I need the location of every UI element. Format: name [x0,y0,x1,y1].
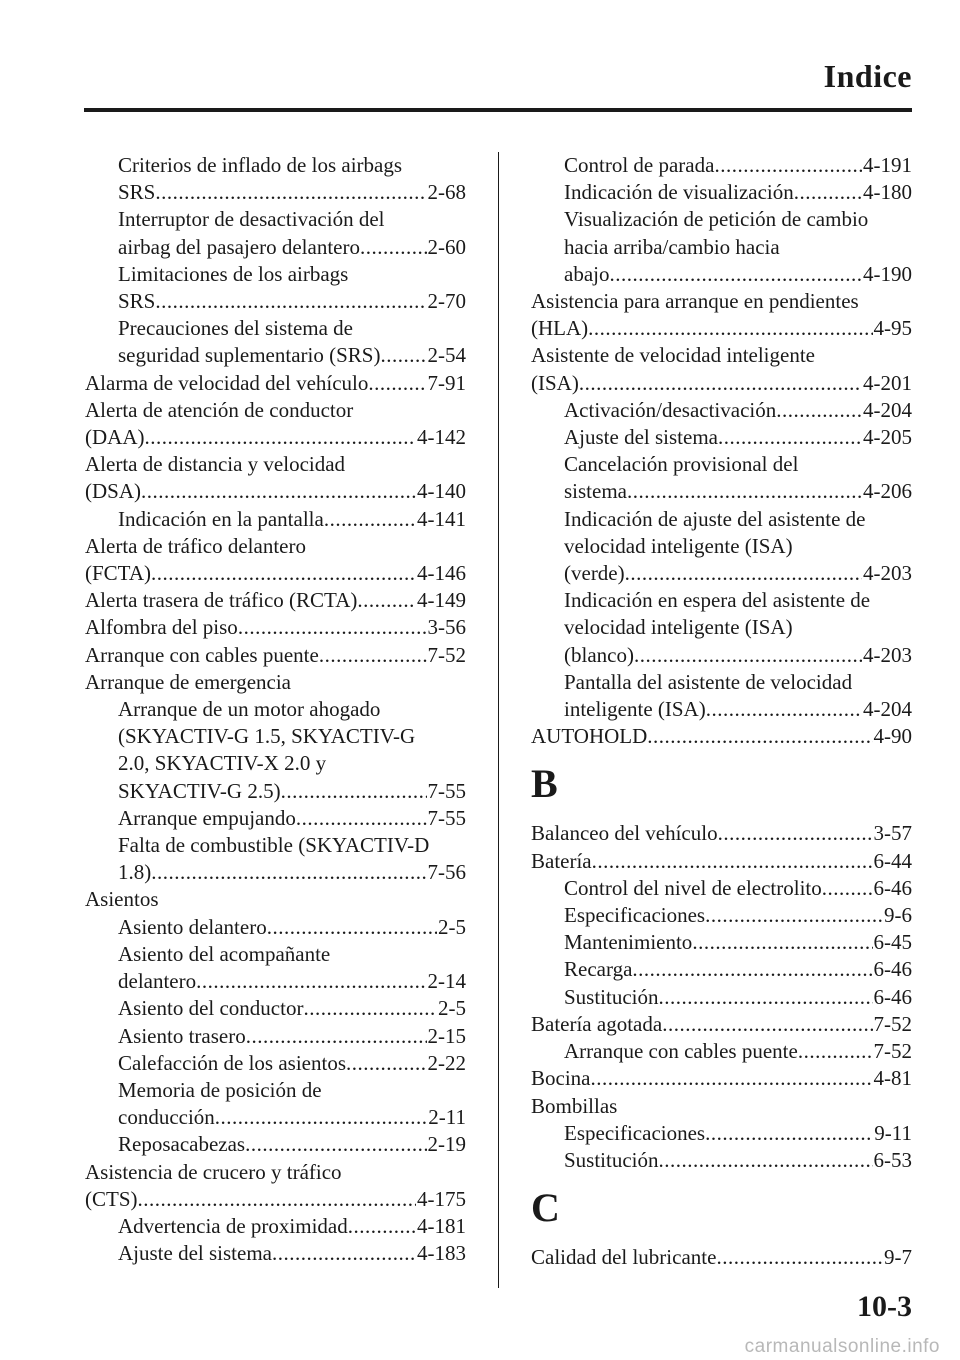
index-entry [531,152,912,179]
entry-line: Asistente de velocidad inteligente [531,343,815,368]
page-reference: 3-57 [873,821,912,846]
page-number: 10-3 [857,1290,912,1323]
index-entry [85,587,466,614]
dot-leader [380,342,426,369]
entry-leader-line [564,1147,912,1174]
dot-leader [588,315,872,342]
dot-leader [368,370,426,397]
entry-text: Reposacabezas [118,1132,246,1157]
page-reference: 9-7 [884,1245,912,1270]
page-reference: 4-142 [417,425,466,450]
entry-line: Bombillas [531,1093,618,1118]
entry-line: Visualización de petición de cambio [564,207,869,232]
entry-leader-line [531,723,912,750]
entry-text: Batería agotada [531,1011,663,1036]
entry-line: Indicación de ajuste del asistente de [564,506,866,531]
entry-leader-line [85,424,466,451]
dot-leader [281,778,427,805]
index-entry [85,614,466,641]
page-reference: 2-68 [427,180,466,205]
section-letter: B [531,761,558,807]
dot-leader [609,261,862,288]
entry-text: (DSA) [85,479,141,504]
entry-leader-line [531,848,912,875]
index-entry [85,206,466,260]
entry-leader-line [118,1104,466,1131]
entry-line: Asistencia de crucero y tráfico [85,1159,342,1184]
dot-leader [196,968,426,995]
entry-text: Control del nivel de electrolito [564,875,822,900]
index-entry [531,506,912,588]
entry-leader-line [118,179,466,206]
entry-line: Interruptor de desactivación del [118,207,385,232]
index-entry [531,288,912,342]
entry-text: Recarga [564,957,633,982]
index-entry [531,1120,912,1147]
index-entry [531,848,912,875]
index-entry [85,261,466,315]
page-reference: 7-52 [873,1011,912,1036]
entry-text: Alfombra del piso [85,615,238,640]
entry-line: Memoria de posición de [118,1077,322,1102]
page-reference: 6-45 [873,930,912,955]
column-divider [498,152,499,1288]
page-reference: 4-180 [863,180,912,205]
entry-text: Ajuste del sistema [564,425,718,450]
entry-text: Sustitución [564,984,659,1009]
entry-line: Arranque de un motor ahogado [118,697,381,722]
entry-leader-line [85,587,466,614]
page-reference: 4-204 [863,397,912,422]
dot-leader [627,478,862,505]
entry-line: (SKYACTIV-G 1.5, SKYACTIV-G [118,724,416,749]
index-entry [85,669,466,696]
dot-leader [245,1131,426,1158]
page-reference: 6-53 [873,1147,912,1172]
entry-text: (verde) [564,561,625,586]
entry-leader-line [564,956,912,983]
dot-leader [776,397,862,424]
page-reference: 4-206 [863,479,912,504]
dot-leader [138,1186,417,1213]
index-entry [531,397,912,424]
page-reference: 7-52 [427,642,466,667]
entry-text: Sustitución [564,1147,659,1172]
index-entry [85,1023,466,1050]
index-entry [531,1065,912,1092]
index-entry [531,179,912,206]
page-reference: 9-11 [874,1120,912,1145]
entry-line: Criterios de inflado de los airbags [118,153,403,177]
page-reference: 4-95 [873,316,912,341]
dot-leader [246,1023,427,1050]
entry-leader-line [564,560,912,587]
page-reference: 4-205 [863,425,912,450]
entry-line: velocidad inteligente (ISA) [564,615,793,640]
entry-leader-line [118,778,466,805]
index-entry [85,152,466,206]
page-reference: 4-90 [873,724,912,749]
entry-leader-line [564,478,912,505]
entry-leader-line [564,152,912,179]
entry-line: Arranque de emergencia [85,669,292,694]
entry-leader-line [85,560,466,587]
index-column-right [531,152,912,1271]
index-entry [85,1050,466,1077]
dot-leader [714,152,862,179]
entry-leader-line [118,995,466,1022]
entry-line: Alerta de atención de conductor [85,397,354,422]
index-entry [85,1159,466,1213]
index-column-left [85,152,466,1267]
entry-line: Alerta de tráfico delantero [85,533,306,558]
page-reference: 4-191 [863,153,912,177]
entry-text: conducción [118,1105,215,1130]
page-reference: 4-181 [417,1213,466,1238]
entry-text: Balanceo del vehículo [531,821,718,846]
page-reference: 7-52 [873,1039,912,1064]
entry-leader-line [564,929,912,956]
dot-leader [155,288,426,315]
entry-leader-line [118,914,466,941]
entry-leader-line [564,397,912,424]
entry-leader-line [531,315,912,342]
index-entry [531,875,912,902]
index-entry [531,1011,912,1038]
entry-line: 2.0, SKYACTIV-X 2.0 y [118,751,327,776]
page-reference: 2-14 [427,969,466,994]
index-entry [531,424,912,451]
dot-leader [692,929,872,956]
entry-leader-line [118,1213,466,1240]
index-entry [85,533,466,587]
entry-leader-line [531,1065,912,1092]
entry-line: Asiento del acompañante [118,941,331,966]
dot-leader [267,914,437,941]
index-entry [85,451,466,505]
entry-text: (blanco) [564,642,634,667]
dot-leader [155,179,426,206]
page-reference: 7-56 [427,860,466,885]
page-reference: 2-60 [427,234,466,259]
page-reference: 4-190 [863,261,912,286]
dot-leader [590,1065,872,1092]
entry-leader-line [531,370,912,397]
index-entry [85,1077,466,1131]
entry-leader-line [564,424,912,451]
entry-text: Especificaciones [564,1120,706,1145]
index-entry [85,805,466,832]
dot-leader [296,805,427,832]
index-entry [85,941,466,995]
entry-text: sistema [564,479,627,504]
page-reference: 2-5 [438,996,466,1021]
entry-text: (ISA) [531,370,579,395]
entry-text: AUTOHOLD [531,724,648,749]
index-entry [85,995,466,1022]
page-reference: 2-70 [427,289,466,314]
index-entry [85,1131,466,1158]
page-reference: 9-6 [884,903,912,928]
entry-line: Falta de combustible (SKYACTIV-D [118,833,430,858]
index-entry [85,506,466,533]
dot-leader [272,1240,416,1267]
entry-leader-line [118,1050,466,1077]
index-entry [531,587,912,669]
entry-leader-line [85,370,466,397]
entry-leader-line [564,984,912,1011]
dot-leader [319,642,427,669]
entry-text: Arranque empujando [118,805,296,830]
page-reference: 4-140 [417,479,466,504]
dot-leader [141,478,416,505]
entry-text: Alarma de velocidad del vehículo [85,370,369,395]
index-entry [531,929,912,956]
page-reference: 7-55 [427,778,466,803]
entry-text: Bocina [531,1066,591,1091]
page-reference: 7-91 [427,370,466,395]
entry-leader-line [564,1120,912,1147]
entry-leader-line [118,968,466,995]
page-reference: 4-203 [863,561,912,586]
entry-leader-line [85,478,466,505]
dot-leader [634,642,862,669]
entry-text: Asiento del conductor [118,996,304,1021]
dot-leader [716,1244,883,1271]
entry-text: 1.8) [118,860,152,885]
entry-leader-line [118,1131,466,1158]
entry-leader-line [118,1240,466,1267]
index-entry [531,451,912,505]
entry-line: Pantalla del asistente de velocidad [564,669,853,694]
page-reference: 2-15 [427,1023,466,1048]
entry-text: Alerta trasera de tráfico (RCTA) [85,588,358,613]
entry-text: Activación/desactivación [564,397,777,422]
entry-text: airbag del pasajero delantero [118,234,360,259]
index-entry [85,914,466,941]
entry-text: Arranque con cables puente [85,642,319,667]
entry-text: SRS [118,289,156,314]
entry-text: abajo [564,261,610,286]
index-entry [531,1147,912,1174]
dot-leader [798,1038,873,1065]
entry-line: Limitaciones de los airbags [118,261,349,286]
page-reference: 4-183 [417,1241,466,1266]
index-entry [85,1240,466,1267]
entry-text: Indicación de visualización [564,180,794,205]
entry-leader-line [118,805,466,832]
dot-leader [348,1213,416,1240]
entry-leader-line [531,1011,912,1038]
dot-leader [346,1050,426,1077]
entry-text: Asiento trasero [118,1023,246,1048]
dot-leader [625,560,862,587]
entry-text: Indicación en la pantalla [118,506,324,531]
page-reference: 4-149 [417,588,466,613]
entry-line: Precauciones del sistema de [118,316,353,341]
dot-leader [659,1147,873,1174]
entry-leader-line [85,614,466,641]
entry-text: Asiento delantero [118,914,267,939]
dot-leader [324,506,416,533]
dot-leader [718,820,873,847]
entry-leader-line [564,179,912,206]
section-letter: C [531,1185,560,1231]
page-reference: 4-203 [863,642,912,667]
entry-text: (DAA) [85,425,145,450]
dot-leader [659,984,873,1011]
entry-leader-line [564,1038,912,1065]
dot-leader [579,370,862,397]
index-entry [531,723,912,750]
index-entry [85,315,466,369]
entry-leader-line [118,234,466,261]
dot-leader [794,179,862,206]
dot-leader [822,875,873,902]
dot-leader [144,424,416,451]
page-reference: 4-175 [417,1186,466,1211]
index-entry [531,984,912,1011]
entry-leader-line [118,342,466,369]
index-entry [531,956,912,983]
entry-text: SRS [118,180,156,205]
entry-leader-line [531,820,912,847]
entry-text: Calidad del lubricante [531,1245,717,1270]
entry-leader-line [531,1244,912,1271]
dot-leader [238,614,427,641]
entry-line: Indicación en espera del asistente de [564,588,871,613]
page-reference: 2-22 [427,1050,466,1075]
entry-text: Advertencia de proximidad [118,1213,348,1238]
entry-line: Alerta de distancia y velocidad [85,452,346,477]
page-reference: 4-146 [417,561,466,586]
entry-leader-line [564,642,912,669]
index-entry [85,370,466,397]
dot-leader [360,234,427,261]
entry-line: hacia arriba/cambio hacia [564,234,780,259]
dot-leader [303,995,437,1022]
index-entry [531,669,912,723]
page-reference: 2-54 [427,343,466,368]
entry-leader-line [118,288,466,315]
index-entry [531,1093,912,1120]
index-entry [85,642,466,669]
index-entry [85,696,466,805]
page-reference: 2-11 [428,1105,466,1130]
entry-text: SKYACTIV-G 2.5) [118,778,281,803]
page-reference: 6-44 [873,848,912,873]
entry-text: Mantenimiento [564,930,693,955]
page-reference: 6-46 [873,984,912,1009]
page-reference: 4-141 [417,506,466,531]
index-entry [531,1244,912,1271]
index-entry [531,206,912,288]
dot-leader [662,1011,872,1038]
page-reference: 3-56 [427,615,466,640]
page-title: Indice [823,58,912,94]
entry-text: (FCTA) [85,561,151,586]
dot-leader [705,902,883,929]
dot-leader [151,859,426,886]
entry-text: Calefacción de los asientos [118,1050,347,1075]
entry-leader-line [118,1023,466,1050]
index-entry [85,397,466,451]
page-reference: 2-5 [438,914,466,939]
index-entry [531,1038,912,1065]
entry-text: seguridad suplementario (SRS) [118,343,381,368]
dot-leader [647,723,872,750]
entry-text: Control de parada [564,153,715,177]
dot-leader [592,848,873,875]
entry-leader-line [85,642,466,669]
entry-text: (CTS) [85,1186,138,1211]
entry-leader-line [564,902,912,929]
index-entry [531,902,912,929]
index-entry [531,820,912,847]
entry-text: Especificaciones [564,903,706,928]
entry-text: inteligente (ISA) [564,697,706,722]
entry-line: Cancelación provisional del [564,452,799,477]
page-reference: 6-46 [873,957,912,982]
entry-line: Asistencia para arranque en pendientes [531,289,859,314]
dot-leader [632,956,872,983]
index-entry [85,832,466,886]
entry-text: Arranque con cables puente [564,1039,798,1064]
entry-text: delantero [118,969,197,994]
index-entry [85,1213,466,1240]
entry-line: velocidad inteligente (ISA) [564,533,793,558]
dot-leader [357,587,416,614]
entry-line: Asientos [85,887,159,912]
dot-leader [215,1104,427,1131]
entry-leader-line [85,1186,466,1213]
page-reference: 6-46 [873,875,912,900]
page-reference: 4-81 [873,1066,912,1091]
watermark: carmanualsonline.info [744,1336,940,1357]
entry-leader-line [118,859,466,886]
page-reference: 7-55 [427,805,466,830]
entry-text: (HLA) [531,316,589,341]
page-reference: 4-201 [863,370,912,395]
entry-leader-line [118,506,466,533]
dot-leader [151,560,416,587]
dot-leader [705,1120,873,1147]
dot-leader [706,696,862,723]
page-reference: 4-204 [863,697,912,722]
title-rule [84,108,912,112]
entry-leader-line [564,696,912,723]
entry-leader-line [564,875,912,902]
index-entry [85,886,466,913]
page-reference: 2-19 [427,1132,466,1157]
index-entry [531,342,912,396]
entry-leader-line [564,261,912,288]
dot-leader [718,424,862,451]
entry-text: Ajuste del sistema [118,1241,272,1266]
entry-text: Batería [531,848,592,873]
